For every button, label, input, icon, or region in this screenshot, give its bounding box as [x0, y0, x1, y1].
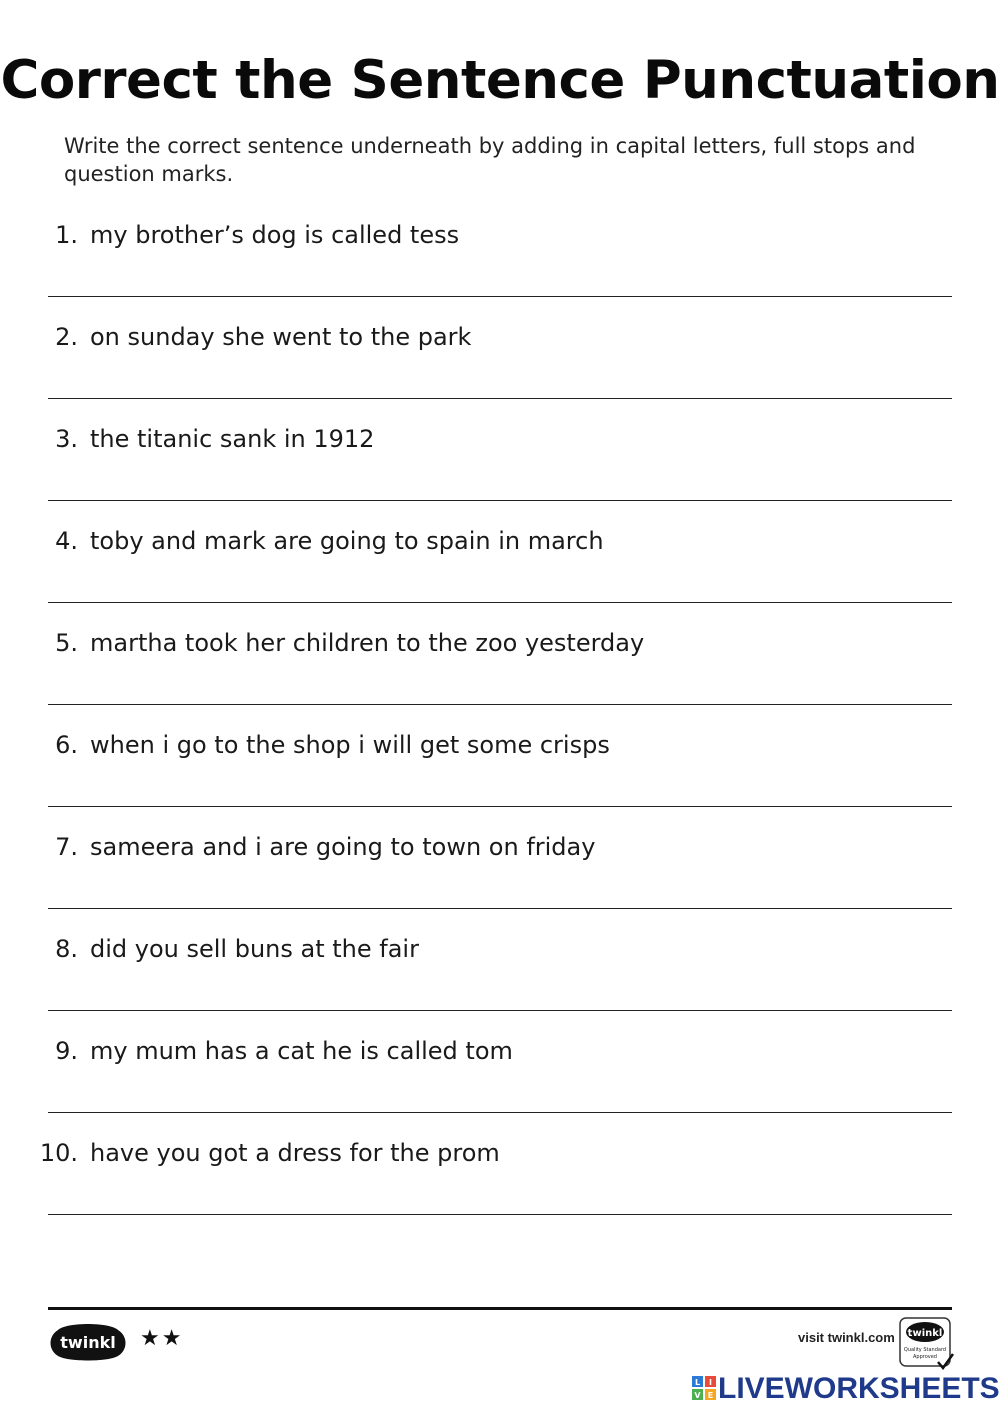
answer-line[interactable]: [48, 500, 952, 501]
answer-line[interactable]: [48, 398, 952, 399]
liveworksheets-icon: [692, 1376, 716, 1400]
instructions: Write the correct sentence underneath by adding in capital letters, full stops and question marks.: [64, 134, 916, 186]
question-number: 6.: [55, 731, 78, 759]
answer-line[interactable]: [48, 1214, 952, 1215]
question-item: [0, 1036, 1000, 1138]
question-number: 1.: [55, 221, 78, 249]
question-text: the titanic sank in 1912: [90, 425, 375, 453]
answer-line[interactable]: [48, 602, 952, 603]
question-item: [0, 832, 1000, 934]
question-number: 5.: [55, 629, 78, 657]
question-item: [0, 526, 1000, 628]
lw-icon-letter: L: [694, 1378, 701, 1387]
question-text: toby and mark are going to spain in march: [90, 527, 604, 555]
badge-logo-text: twinkl: [907, 1328, 943, 1339]
question-number: 8.: [55, 935, 78, 963]
twinkl-logo: [48, 1322, 128, 1362]
answer-line[interactable]: [48, 806, 952, 807]
question-number: 7.: [55, 833, 78, 861]
question-text: my brother’s dog is called tess: [90, 221, 460, 249]
quality-badge-icon: [898, 1316, 954, 1370]
answer-line[interactable]: [48, 704, 952, 705]
answer-line[interactable]: [48, 296, 952, 297]
page-title: Correct the Sentence Punctuation: [0, 50, 1000, 111]
lw-icon-letter: E: [707, 1391, 714, 1400]
question-text: on sunday she went to the park: [90, 323, 472, 351]
question-number: 9.: [55, 1037, 78, 1065]
question-text: sameera and i are going to town on friday: [90, 833, 596, 861]
question-text: my mum has a cat he is called tom: [90, 1037, 513, 1065]
question-text: did you sell buns at the fair: [90, 935, 419, 963]
answer-line[interactable]: [48, 1010, 952, 1011]
question-number: 4.: [55, 527, 78, 555]
question-number: 3.: [55, 425, 78, 453]
question-item: [0, 220, 1000, 322]
answer-line[interactable]: [48, 1112, 952, 1113]
difficulty-stars: ★★: [140, 1326, 184, 1351]
badge-line2: Approved: [913, 1354, 937, 1360]
question-text: when i go to the shop i will get some crisps: [90, 731, 610, 759]
visit-link[interactable]: visit twinkl.com: [798, 1330, 895, 1345]
lw-icon-letter: V: [694, 1391, 701, 1400]
twinkl-logo-text: twinkl: [60, 1333, 116, 1352]
question-item: [0, 424, 1000, 526]
question-item: [0, 934, 1000, 1036]
footer-divider: [48, 1307, 952, 1310]
question-item: [0, 628, 1000, 730]
liveworksheets-watermark: LIVEWORKSHEETS: [718, 1372, 1000, 1405]
question-item: [0, 730, 1000, 832]
lw-icon-letter: I: [709, 1378, 712, 1387]
question-text: martha took her children to the zoo yesterday: [90, 629, 645, 657]
question-item: [0, 322, 1000, 424]
question-number: 10.: [39, 1139, 78, 1167]
answer-line[interactable]: [48, 908, 952, 909]
question-text: have you got a dress for the prom: [90, 1139, 500, 1167]
question-number: 2.: [55, 323, 78, 351]
question-item: [0, 1138, 1000, 1240]
badge-line1: Quality Standard: [903, 1347, 947, 1353]
